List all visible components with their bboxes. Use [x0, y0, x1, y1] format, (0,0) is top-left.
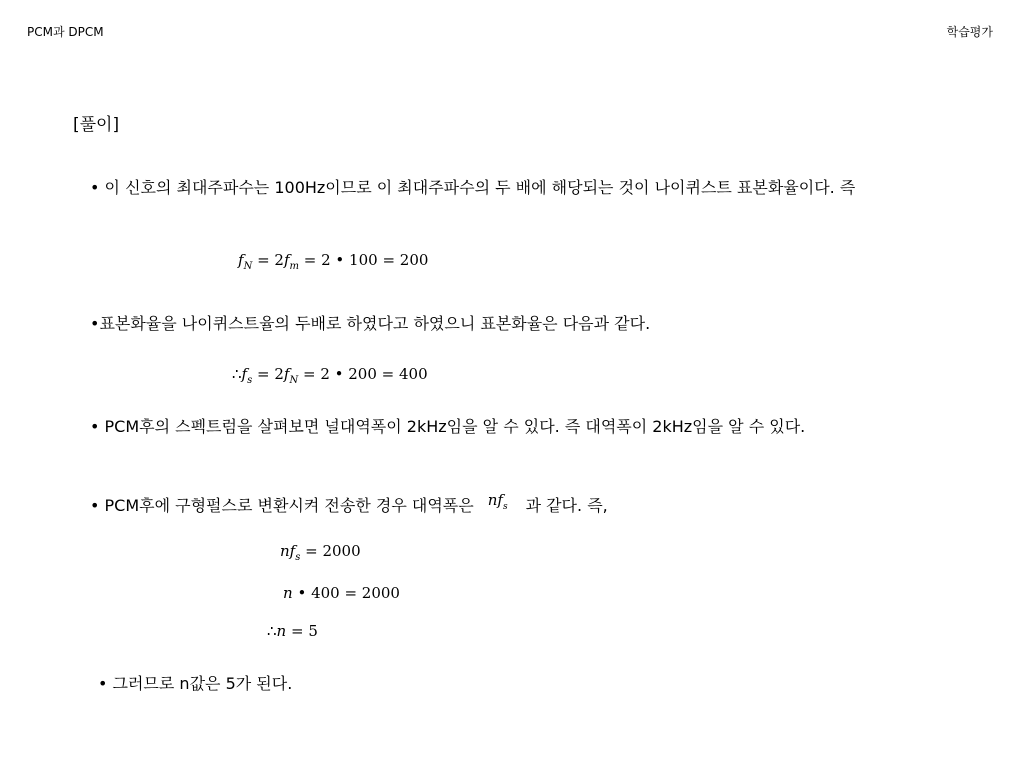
header-left-title: PCM과 DPCM — [27, 25, 104, 39]
paragraph-1: • 이 신호의 최대주파수는 100Hz이므로 이 최대주파수의 두 배에 해당되는 것이 나이퀴스트 표본화율이다. 즉 — [90, 178, 856, 197]
paragraph-4-after: 과 같다. 즉, — [525, 496, 608, 515]
inline-math-nfs: $nf_s$ — [487, 491, 508, 512]
equation-n-result: ∴n = 5 — [267, 622, 318, 640]
paragraph-4-before: • PCM후에 구형펄스로 변환시켜 전송한 경우 대역폭은 — [90, 496, 474, 515]
paragraph-3: • PCM후의 스펙트럼을 살펴보면 널대역폭이 2kHz임을 알 수 있다. 즉 대역폭이 2kHz임을 알 수 있다. — [90, 417, 806, 436]
header-right-title: 학습평가 — [946, 25, 993, 39]
paragraph-5: • 그러므로 n값은 5가 된다. — [98, 674, 293, 693]
equation-nyquist: $f_N = 2f_m = 2$ • 100 = 200 — [238, 251, 429, 272]
paragraph-4 — [90, 491, 960, 525]
equation-sampling: $\therefore f_s = 2f_N = 2$ • 200 = 400 — [232, 365, 428, 386]
equation-bandwidth: $nf_s = 2000$ — [280, 542, 361, 563]
paragraph-2: •표본화율을 나이퀴스트율의 두배로 하였다고 하였으니 표본화율은 다음과 같다. — [90, 314, 651, 333]
equation-n-times: n • 400 = 2000 — [283, 584, 400, 602]
solution-title: [풀이] — [73, 115, 120, 135]
